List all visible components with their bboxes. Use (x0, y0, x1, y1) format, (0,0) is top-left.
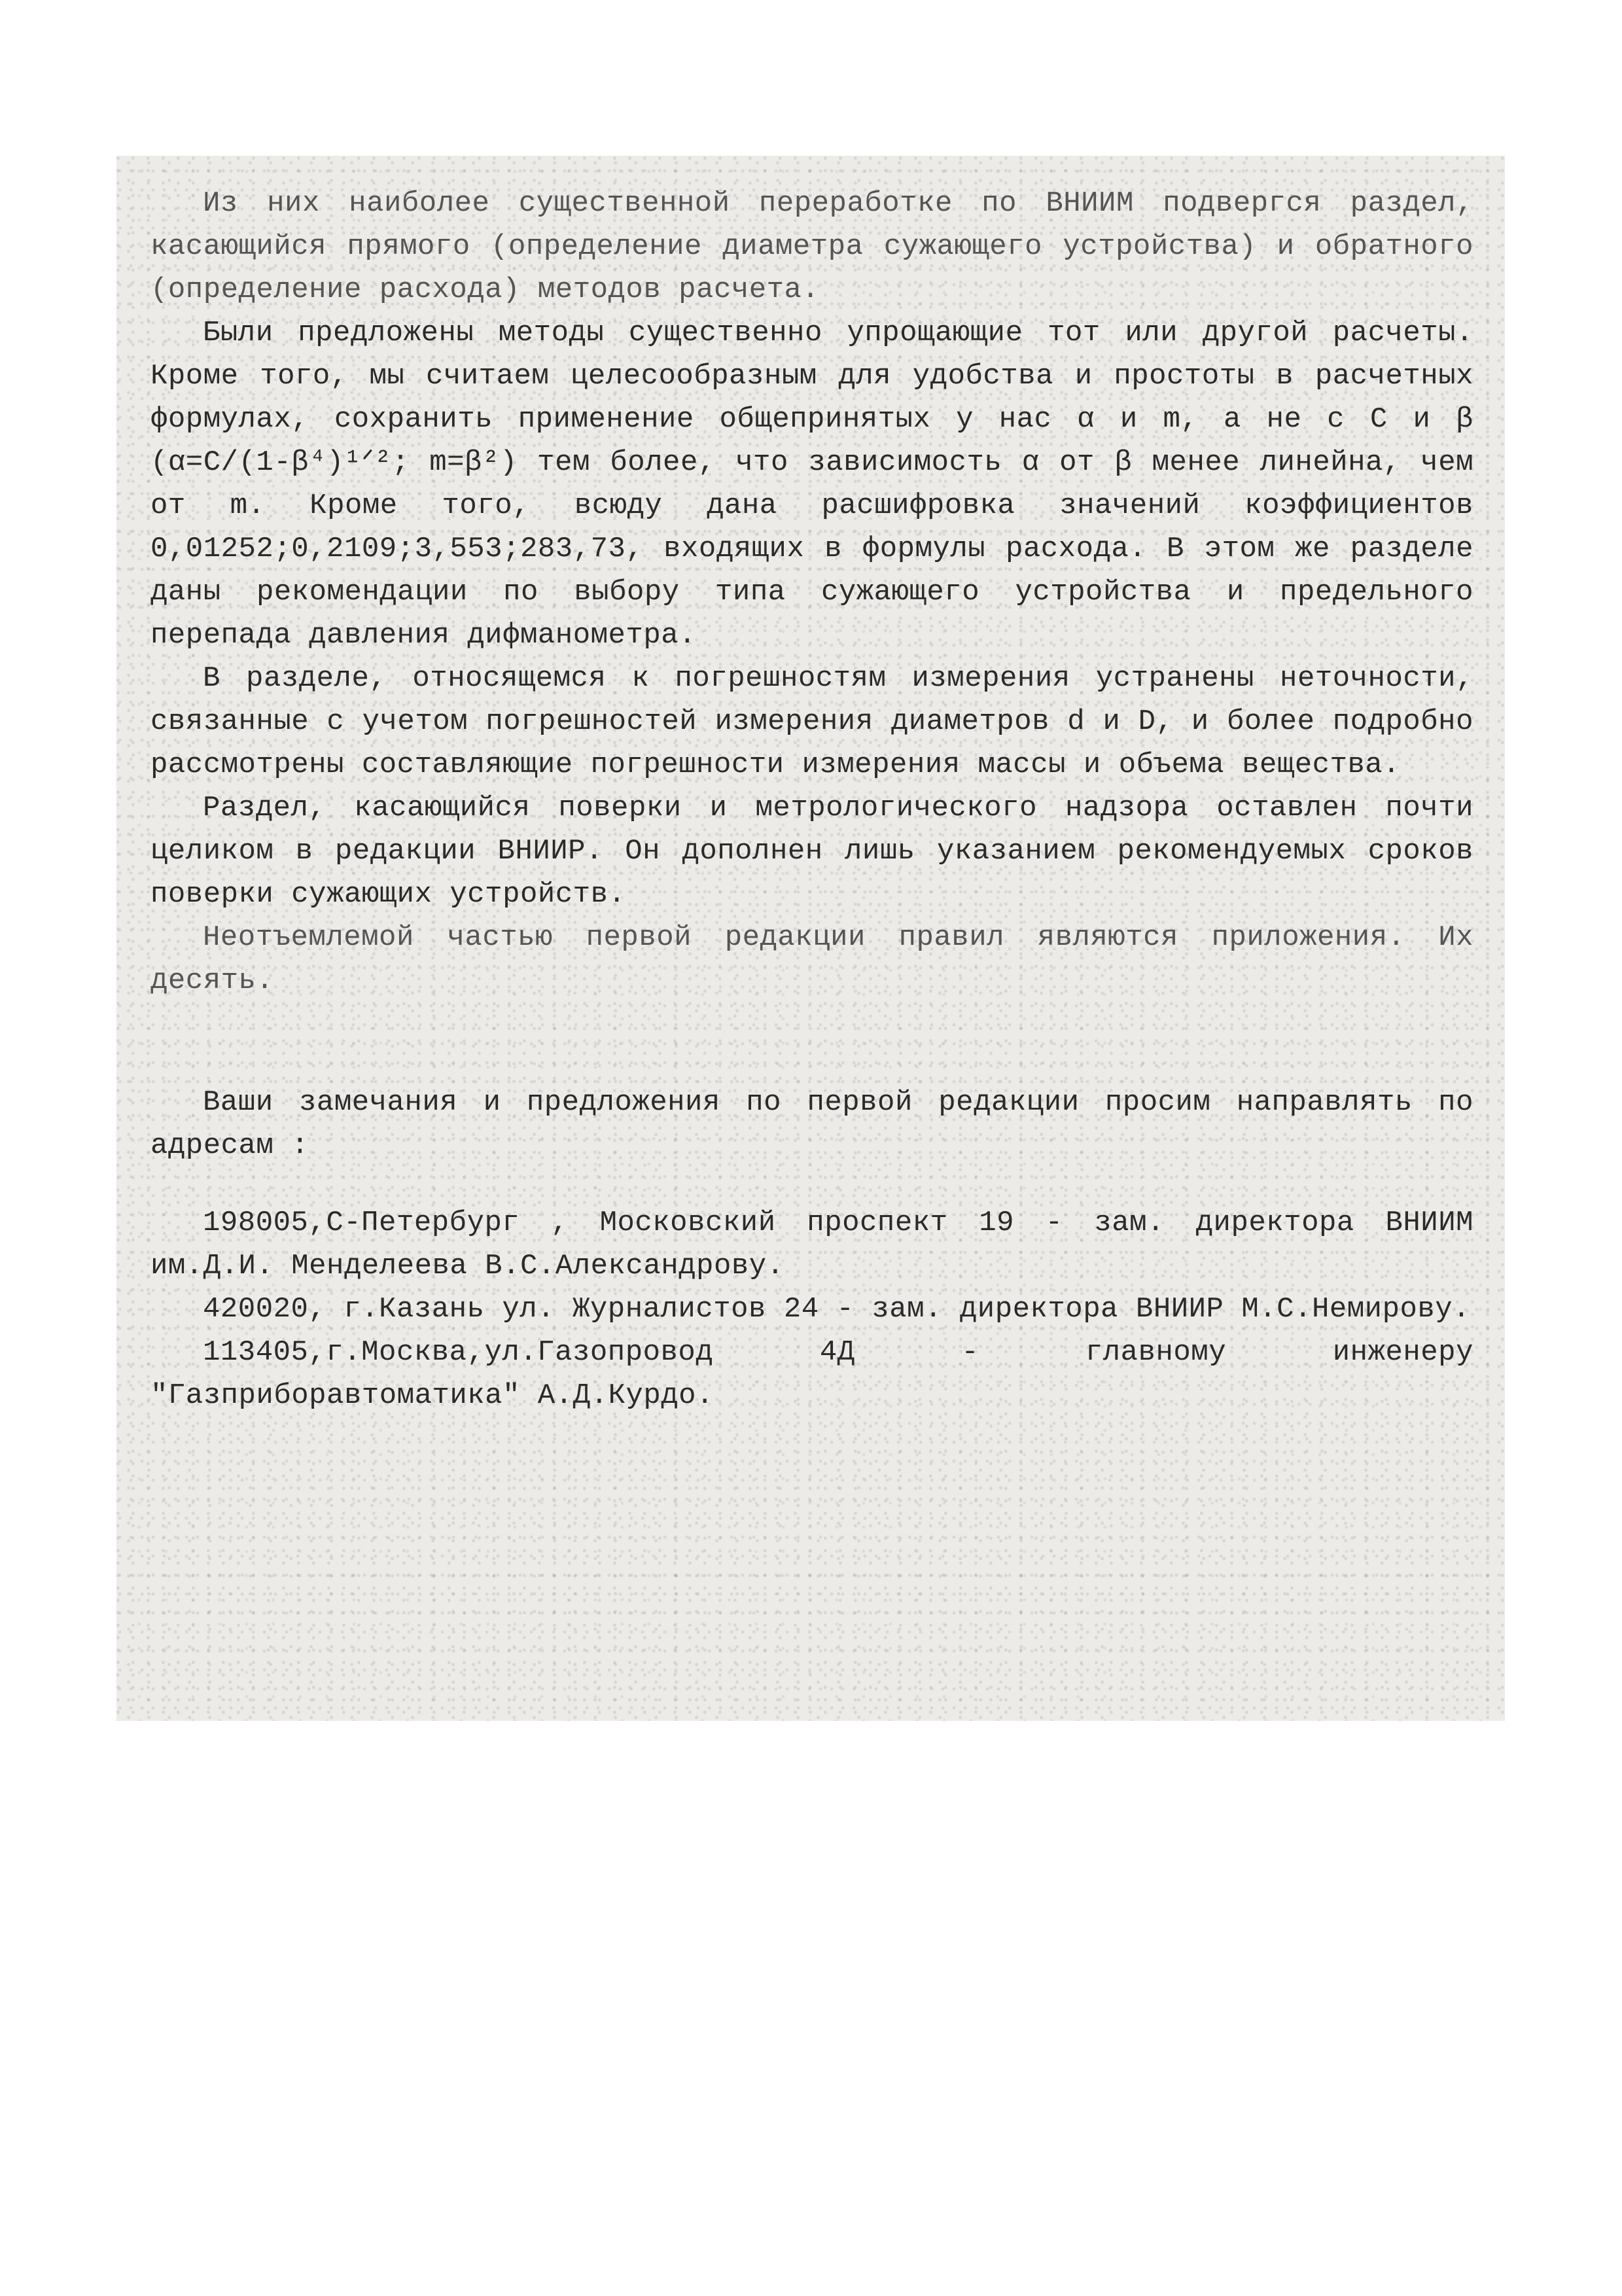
spacer (150, 1167, 1473, 1201)
paragraph-request: Ваши замечания и предложения по первой редакции просим направлять по адресам : (150, 1086, 1473, 1162)
paragraph-methods-revision: Из них наиболее существенной переработке по ВНИИМ подвергся раздел, касающийся прямого (определение диаметра сужающего устройства) и обратного (определение расхода) методов расчета. (150, 187, 1473, 306)
paragraph-measurement-errors: В разделе, относящемся к погрешностям измерения устранены неточности, связанные с учетом погрешностей измерения диаметров d и D, и более подробно рассмотрены составляющие погрешности измерения массы и объема вещества. (150, 662, 1473, 781)
paragraph-verification: Раздел, касающийся поверки и метрологического надзора оставлен почти целиком в редакции ВНИИР. Он дополнен лишь указанием рекомендуемых сроков поверки сужающих устройств. (150, 792, 1473, 911)
paragraph-appendices: Неотъемлемой частью первой редакции правил являются приложения. Их десять. (150, 921, 1473, 997)
address-st-petersburg: 198005,С-Петербург , Московский проспект 19 - зам. директора ВНИИМ им.Д.И. Менделеева В.С.Александрову. (150, 1207, 1473, 1282)
address-moscow: 113405,г.Москва,ул.Газопровод 4Д - главному инженеру "Газприборавтоматика" А.Д.Курдо. (150, 1336, 1473, 1412)
address-kazan: 420020, г.Казань ул. Журналистов 24 - зам. директора ВНИИР М.С.Немирову. (203, 1293, 1471, 1326)
spacer (150, 1002, 1473, 1081)
scanned-page (116, 156, 1505, 1721)
paragraph-simplified-methods: Были предложены методы существенно упрощающие тот или другой расчеты. Кроме того, мы считаем целесообразным для удобства и простоты в расчетных формулах, сохранить применение общепринятых у нас α и m, а не с C и β (α=C/(1-β⁴)¹ᐟ²; m=β²) тем более, что зависимость α от β менее линейна, чем от m. Кроме того, всюду дана расшифровка значений коэффициентов 0,01252;0,2109;3,553;283,73, входящих в формулы расхода. В этом же разделе даны рекомендации по выбору типа сужающего устройства и предельного перепада давления дифманометра. (150, 317, 1474, 652)
document-body (150, 182, 1473, 1417)
